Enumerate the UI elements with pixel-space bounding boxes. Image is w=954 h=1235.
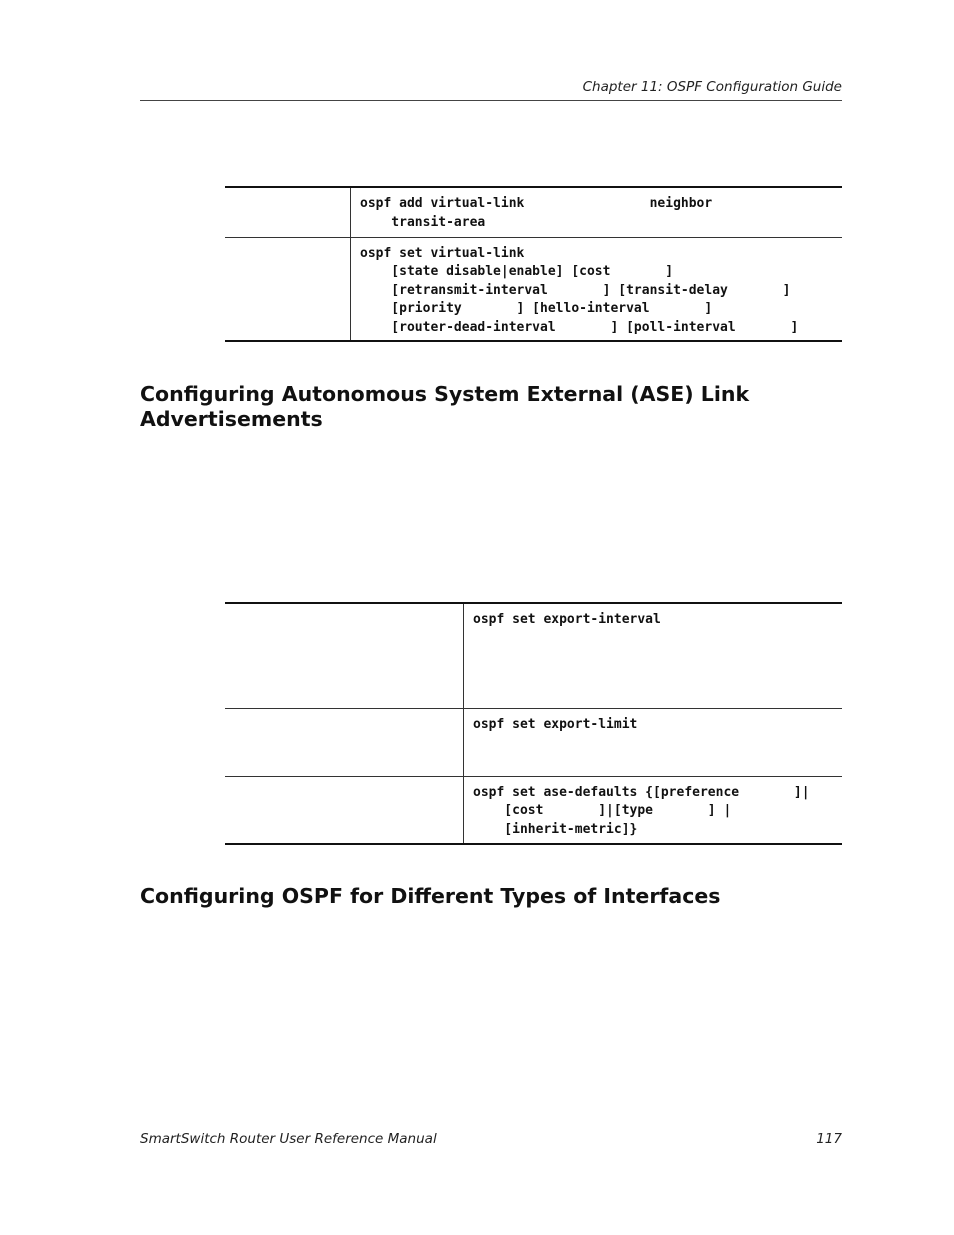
table-command-cell — [351, 237, 843, 341]
table-row — [225, 187, 842, 237]
table-label-cell — [225, 237, 351, 341]
section-heading-interfaces: Configuring OSPF for Different Types of Interfaces — [140, 884, 721, 908]
page-number: 117 — [816, 1131, 842, 1147]
table-command-cell — [464, 603, 843, 708]
running-header: Chapter 11: OSPF Configuration Guide — [582, 79, 842, 95]
command-line: [priority ] [hello-interval ] — [360, 301, 713, 317]
command-line: [retransmit-interval ] [transit-delay ] — [360, 282, 791, 298]
command-line: [router-dead-interval ] [poll-interval ] — [360, 319, 799, 335]
command-line: [inherit-metric]} — [473, 821, 638, 837]
table-label-cell — [225, 708, 464, 776]
command-line: transit-area — [360, 214, 486, 230]
table-row — [225, 776, 842, 844]
command-line: ospf set export-interval — [473, 612, 661, 627]
header-rule — [140, 100, 842, 101]
command-line: ospf set virtual-link — [360, 245, 525, 261]
table-label-cell — [225, 603, 464, 708]
command-line: ospf set export-limit — [473, 716, 638, 732]
table-row — [225, 603, 842, 708]
table-label-cell — [225, 187, 351, 237]
table-command-cell — [351, 187, 843, 237]
footer-manual-title: SmartSwitch Router User Reference Manual — [140, 1131, 437, 1147]
command-line: [state disable|enable] [cost ] — [360, 264, 674, 280]
section-heading-ase: Configuring Autonomous System External (ASE) Link Advertisements — [140, 382, 750, 431]
ase-command-table — [225, 602, 842, 845]
table-command-cell — [464, 708, 843, 776]
table-label-cell — [225, 776, 464, 844]
virtual-link-command-table — [225, 186, 842, 342]
table-command-cell — [464, 776, 843, 844]
command-line: [cost ]|[type ] | — [473, 803, 732, 819]
table-row — [225, 708, 842, 776]
table-row — [225, 237, 842, 341]
command-line: ospf set ase-defaults {[preference ]| — [473, 784, 810, 800]
command-line: ospf add virtual-link neighbor — [360, 196, 713, 211]
